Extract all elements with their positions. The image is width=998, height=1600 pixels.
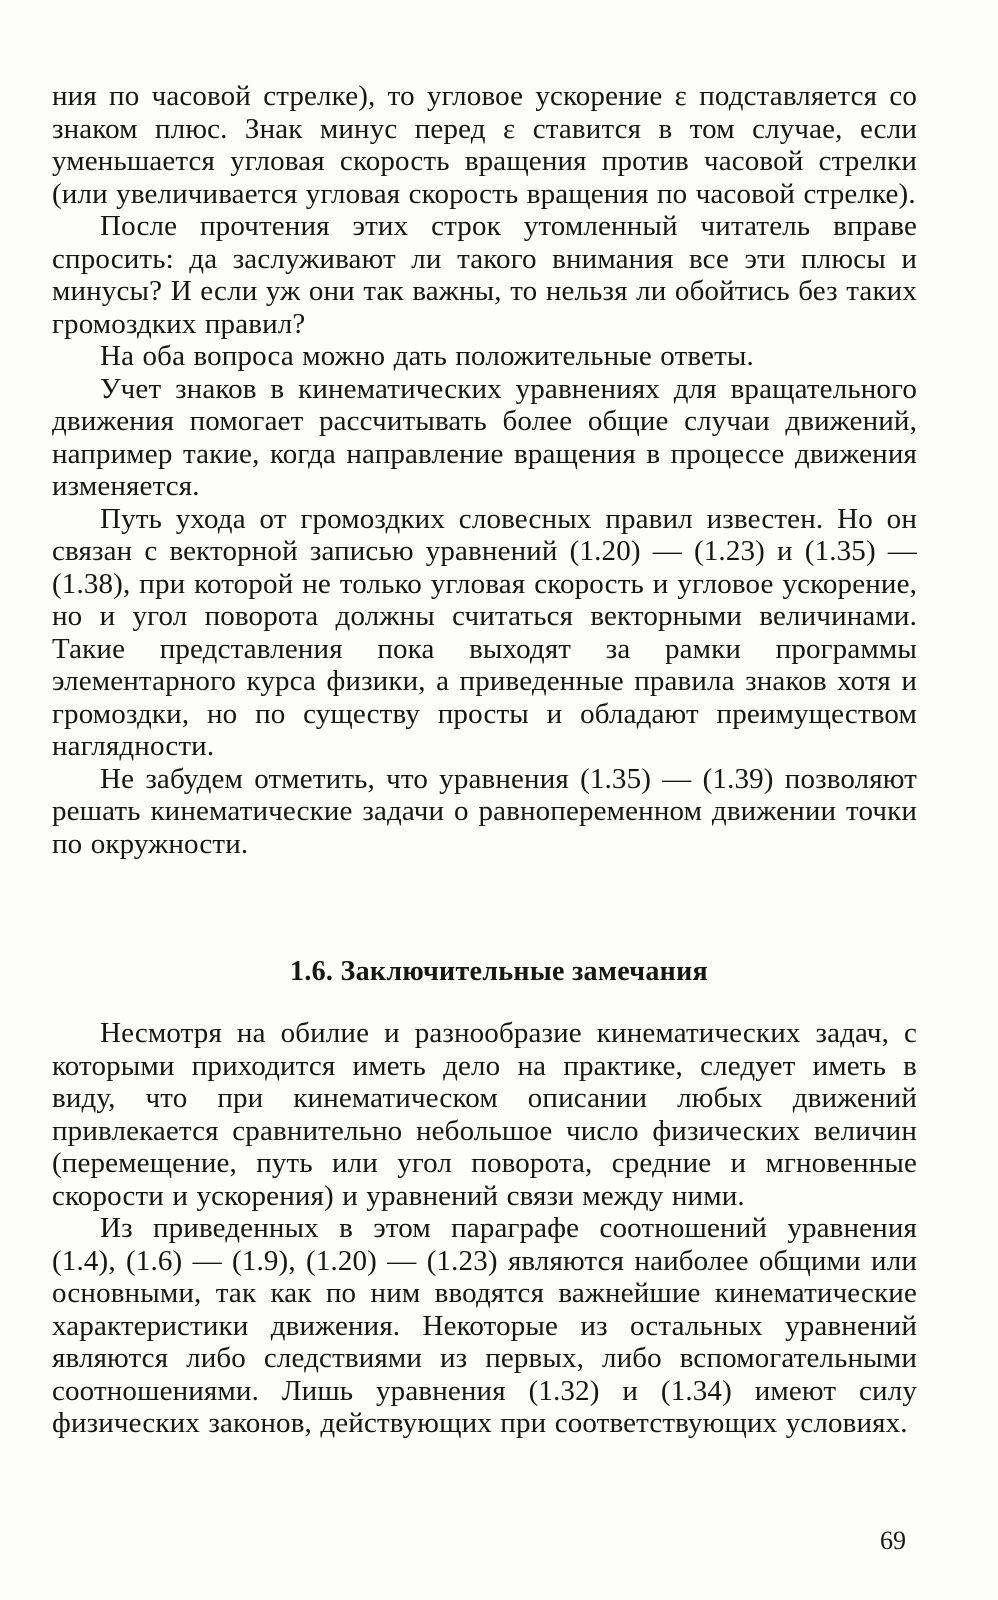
paragraph-answer: На оба вопроса можно дать положительные ответы. xyxy=(100,340,754,372)
paragraph-sign-accounting: Учет знаков в кинематических уравнениях для вращательного движения помогает рассчитывать более общие случаи движений, например такие, когда направление вращения в процессе движения изменяется. xyxy=(52,372,917,502)
body-text-top xyxy=(52,80,917,860)
paragraph-basic-equations: Из приведенных в этом параграфе соотношений уравнения (1.4), (1.6) — (1.9), (1.20) — (1.23) являются наиболее общими или основными, так как по ним вводятся важнейшие кинематические характеристики движения. Некоторые из остальных уравнений являются либо следствиями из первых, либо вспомогательными соотношениями. Лишь уравнения (1.32) и (1.34) имеют силу физических законов, действующих при соответствующих условиях. xyxy=(52,1212,917,1439)
paragraph-kinematic-quantities: Несмотря на обилие и разнообразие кинематических задач, с которыми приходится иметь дело на практике, следует иметь в виду, что при кинематическом описании любых движений привлекается сравнительно небольшое число физических величин (перемещение, путь или угол поворота, средние и мгновенные скорости и ускорения) и уравнений связи между ними. xyxy=(52,1017,917,1212)
body-text-bottom xyxy=(52,1017,917,1440)
page-number: 69 xyxy=(880,1526,906,1555)
section-heading: 1.6. Заключительные замечания xyxy=(290,956,708,987)
paragraph-equations-note: Не забудем отметить, что уравнения (1.35) — (1.39) позволяют решать кинематические задачи о равнопеременном движении точки по окружности. xyxy=(52,762,917,860)
paragraph-vector-notation: Путь ухода от громоздких словесных правил известен. Но он связан с векторной записью уравнений (1.20) — (1.23) и (1.35) — (1.38), при которой не только угловая скорость и угловое ускорение, но и угол поворота должны считаться векторными величинами. Такие представления пока выходят за рамки программы элементарного курса физики, а приведенные правила знаков хотя и громоздки, но по существу просты и обладают преимуществом наглядности. xyxy=(52,502,917,762)
paragraph-continuation: ния по часовой стрелке), то угловое ускорение ε подставляется со знаком плюс. Знак минус перед ε ставится в том случае, если уменьшается угловая скорость вращения против часовой стрелки (или увеличивается угловая скорость вращения по часовой стрелке). xyxy=(52,80,917,210)
paragraph-question: После прочтения этих строк утомленный читатель вправе спросить: да заслуживают ли такого внимания все эти плюсы и минусы? И если уж они так важны, то нельзя ли обойтись без таких громоздких правил? xyxy=(52,210,917,340)
